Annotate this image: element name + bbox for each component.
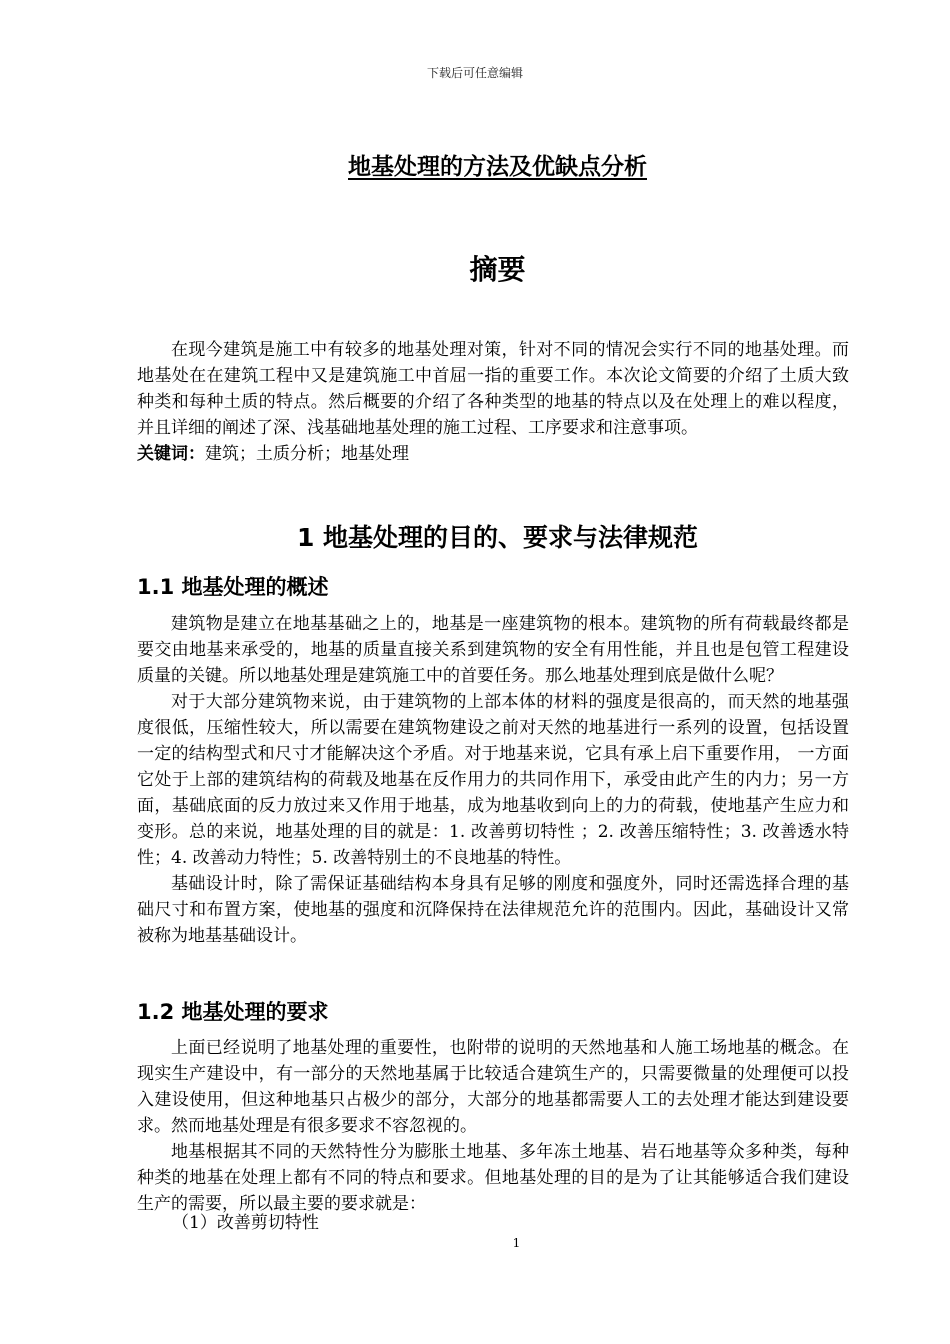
paragraph: 上面已经说明了地基处理的重要性，也附带的说明的天然地基和人施工场地基的概念。在现实生产建设中，有一部分的天然地基属于比较适合建筑生产的，只需要微量的处理便可以投入建设使用，但这种地基只占极少的部分，大部分的地基都需要人工的去处理才能达到建设要求。然而地基处理是有很多要求不容忽视的。 [137, 1038, 849, 1136]
section-1-1-body [137, 611, 849, 949]
section-1-2-heading: 1.2 地基处理的要求 [137, 1000, 329, 1024]
keywords-line [137, 441, 849, 467]
keywords-label: 关键词： [137, 444, 205, 464]
keywords-value: 建筑；土质分析；地基处理 [205, 444, 409, 464]
document-title: 地基处理的方法及优缺点分析 [348, 153, 647, 180]
list-item: （1）改善剪切特性 [172, 1213, 319, 1233]
section-1-heading: 1 地基处理的目的、要求与法律规范 [296, 523, 699, 552]
section-1-2-body [137, 1035, 849, 1217]
paragraph: 对于大部分建筑物来说，由于建筑物的上部本体的材料的强度是很高的，而天然的地基强度很低，压缩性较大，所以需要在建筑物建设之前对天然的地基进行一系列的设置，包括设置一定的结构型式和尺寸才能解决这个矛盾。对于地基来说，它具有承上启下重要作用， 一方面它处于上部的建筑结构的荷载及地基在反作用力的共同作用下，承受由此产生的内力；另一方面，基础底面的反力放过来又作用于地基，成为地基收到向上的力的荷载，使地基产生应力和变形。总的来说，地基处理的目的就是：1. 改善剪切特性 ；2. 改善压缩特性；3. 改善透水特性；4. 改善动力特性；5. 改善特别土的不良地基的特性。 [137, 692, 849, 868]
paragraph: 基础设计时，除了需保证基础结构本身具有足够的刚度和强度外，同时还需选择合理的基础尺寸和布置方案，使地基的强度和沉降保持在法律规范允许的范围内。因此，基础设计又常被称为地基基础设计。 [137, 874, 849, 946]
abstract-heading: 摘要 [469, 253, 526, 286]
abstract-paragraph: 在现今建筑是施工中有较多的地基处理对策，针对不同的情况会实行不同的地基处理。而地基处在在建筑工程中又是建筑施工中首屈一指的重要工作。本次论文简要的介绍了土质大致种类和每种土质的特点。然后概要的介绍了各种类型的地基的特点以及在处理上的难以程度，并且详细的阐述了深、浅基础地基处理的施工过程、工序要求和注意事项。 [137, 340, 849, 438]
abstract-body [137, 337, 849, 467]
page-number: 1 [512, 1236, 521, 1250]
paragraph: 建筑物是建立在地基基础之上的，地基是一座建筑物的根本。建筑物的所有荷载最终都是要交由地基来承受的，地基的质量直接关系到建筑物的安全有用性能，并且也是包管工程建设质量的关键。所以地基处理是建筑施工中的首要任务。那么地基处理到底是做什么呢？ [137, 614, 849, 686]
header-note: 下载后可任意编辑 [426, 66, 523, 80]
paragraph: 地基根据其不同的天然特性分为膨胀土地基、多年冻土地基、岩石地基等众多种类，每种种类的地基在处理上都有不同的特点和要求。但地基处理的目的是为了让其能够适合我们建设生产的需要，所以最主要的要求就是： [137, 1142, 849, 1214]
section-1-1-heading: 1.1 地基处理的概述 [137, 575, 329, 599]
